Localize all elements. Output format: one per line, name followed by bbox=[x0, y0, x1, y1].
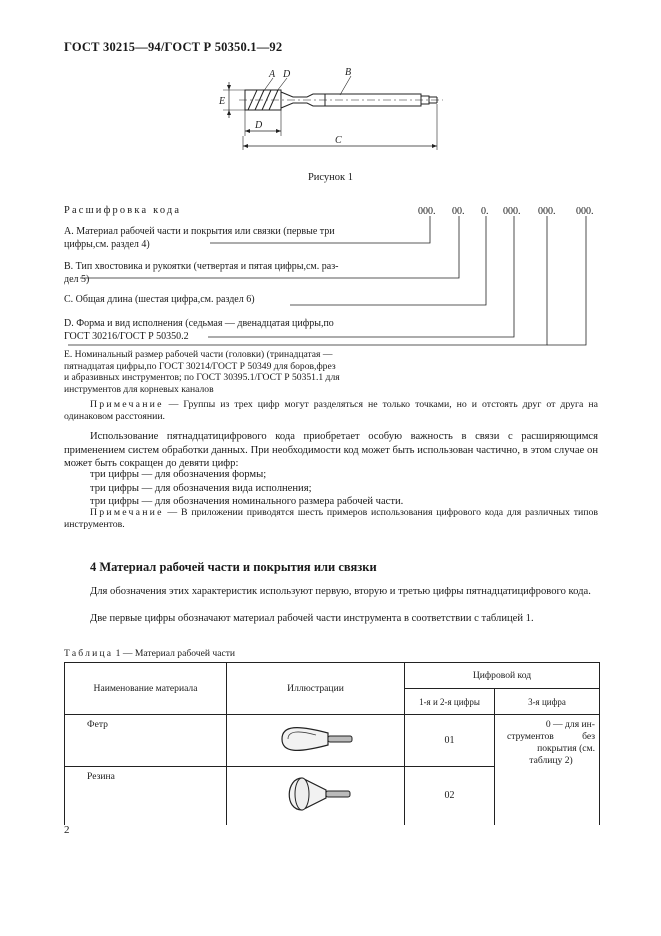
decode-item-c: С. Общая длина (шестая цифра,см. раздел 6) bbox=[64, 294, 255, 305]
section-title: 4 Материал рабочей части и покрытия или связки bbox=[90, 560, 377, 574]
label-b: В bbox=[345, 67, 352, 78]
header-illustrations: Иллюстрации bbox=[227, 663, 405, 715]
illustration-cell bbox=[227, 767, 405, 825]
decode-leader-lines bbox=[0, 0, 661, 400]
code-group-1: 000. bbox=[418, 206, 436, 217]
table-caption: Таблица 1 — Материал рабочей части bbox=[64, 648, 236, 659]
label-d: D bbox=[283, 69, 291, 80]
label-dim-c: С bbox=[335, 135, 342, 146]
label-a: А bbox=[269, 69, 276, 80]
code-group-3: 0. bbox=[481, 206, 489, 217]
rubber-tool-icon bbox=[276, 774, 356, 814]
decode-item-a: А. Материал рабочей части и покрытия или связки (первые три цифры,см. раздел 4) bbox=[64, 226, 335, 250]
figure-caption: Рисунок 1 bbox=[307, 172, 354, 183]
code-group-2: 00. bbox=[452, 206, 465, 217]
section-paragraph-2: Две первые цифры обозначают материал рабочей части инструмента в соответствии с таблицей 1. bbox=[90, 613, 534, 624]
decode-item-e: Е. Номинальный размер рабочей части (головки) (тринадцатая — пятнадцатая цифры,по ГОСТ 30214/ГОСТ Р 50349 для боров,фрез и абразивных инструментов; по ГОСТ 30395.1/ГОСТ Р 50351.1 для инструментов для корневых каналов bbox=[64, 349, 340, 395]
felt-tool-icon bbox=[276, 719, 356, 759]
code-12-value: 02 bbox=[405, 767, 495, 825]
code-group-5: 000. bbox=[538, 206, 556, 217]
digit-list bbox=[90, 468, 403, 509]
page-header: ГОСТ 30215—94/ГОСТ Р 50350.1—92 bbox=[64, 40, 283, 54]
decode-item-b: В. Тип хвостовика и рукоятки (четвертая и пятая цифры,см. раз- дел 5) bbox=[64, 261, 339, 285]
list-item: три цифры — для обозначения вида исполнения; bbox=[90, 482, 312, 494]
code-group-6: 000. bbox=[576, 206, 594, 217]
list-item: три цифры — для обозначения номинального размера рабочей части. bbox=[90, 496, 404, 508]
table-row bbox=[65, 715, 600, 767]
label-dim-d: D bbox=[255, 120, 263, 131]
header-material: Наименование материала bbox=[65, 663, 227, 715]
material-name: Резина bbox=[65, 767, 227, 825]
header-code: Цифровой код bbox=[405, 663, 600, 689]
material-name: Фетр bbox=[65, 715, 227, 767]
header-code-3: 3-я цифра bbox=[495, 689, 600, 715]
list-item: три цифры — для обозначения формы; bbox=[90, 469, 267, 480]
code-group-4: 000. bbox=[503, 206, 521, 217]
note-1: Примечание — Группы из трех цифр могут разделяться не только точками, но и отстоять друг от друга на одинаковом расстоянии. bbox=[64, 399, 598, 423]
label-e: Е bbox=[219, 96, 226, 107]
note-2: Примечание — В приложении приводятся шесть примеров использования цифрового кода для различных типов инструментов. bbox=[64, 507, 598, 531]
material-table bbox=[64, 662, 600, 825]
illustration-cell bbox=[227, 715, 405, 767]
code-3-note: 0 — для ин- струментов без покрытия (см. таблицу 2) bbox=[495, 715, 600, 825]
page-number: 2 bbox=[64, 824, 70, 836]
decode-title: Расшифровка кода bbox=[64, 205, 182, 216]
code-12-value: 01 bbox=[405, 715, 495, 767]
decode-item-d: D. Форма и вид исполнения (седьмая — двенадцатая цифры,по ГОСТ 30216/ГОСТ Р 50350.2 bbox=[64, 318, 334, 342]
header-code-12: 1-я и 2-я цифры bbox=[405, 689, 495, 715]
section-paragraph-1: Для обозначения этих характеристик используют первую, вторую и третью цифры пятнадцатицифрового кода. bbox=[90, 586, 591, 597]
paragraph-code-usage: Использование пятнадцатицифрового кода приобретает особую важность в связи с расширяющимся применением систем обработки данных. При необходимости код может быть использован частично, в этом случае он может быть сокращен до девяти цифр: bbox=[64, 431, 598, 470]
